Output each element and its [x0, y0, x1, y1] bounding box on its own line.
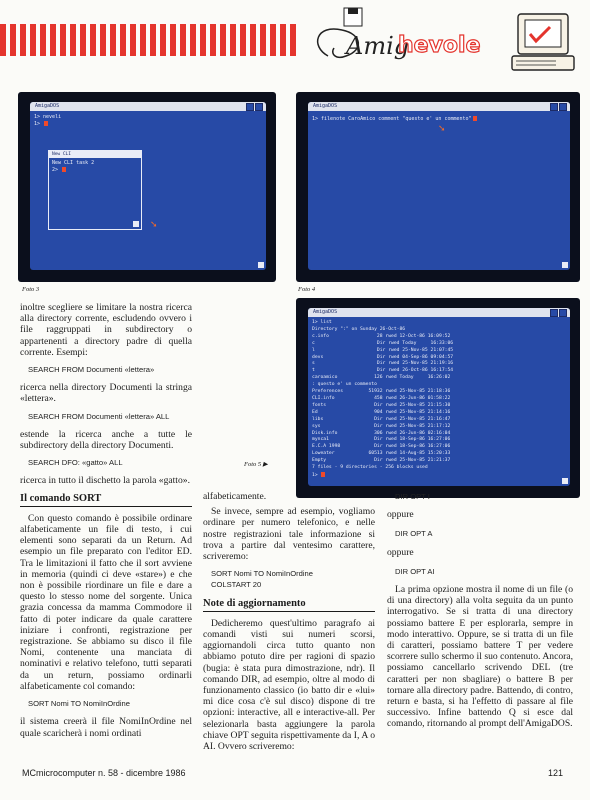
mouse-pointer-icon: ➘	[438, 124, 446, 134]
listing-line: l Dir rwed 25-Nov-85 21:07:45	[312, 347, 454, 353]
subwindow-title: New CLI	[49, 151, 141, 158]
photo-5	[296, 298, 580, 498]
cli-line: 1> filenote CaroAmico comment "questo e' un commento"	[312, 116, 477, 122]
amiga-screen	[30, 102, 266, 270]
listing-line: c.info 28 rwed 12-Oct-86 16:09:52	[312, 333, 451, 339]
depth-gadget-icon	[559, 309, 567, 317]
paragraph: Se invece, sempre ad esempio, vogliamo ordinare per numero telefonico, e nelle nostre registrazioni tale informazione si trova a partire dal ventesimo carattere, scriveremo:	[203, 506, 375, 563]
computer-icon	[512, 14, 574, 70]
header-stripes	[0, 24, 300, 56]
amiga-screen	[308, 308, 570, 486]
listing-line: 1>	[312, 472, 453, 480]
listing-line: mynca1 Dir rwed 18-Sep-86 16:27:06	[312, 437, 451, 443]
paragraph: ricerca in tutto il dischetto la parola «gatto».	[20, 475, 190, 487]
command-example: SEARCH DFO: «gatto» ALL	[28, 458, 123, 468]
listing-line: devs Dir rwed 04-Sep-86 09:04:57	[312, 354, 454, 360]
listing-line: c Dir rwed Today 16:33:06	[312, 340, 454, 346]
listing-line: Directory ":" on Sunday 26-Oct-86	[312, 326, 406, 332]
listing-line: Ed 904 rwed 25-Nov-85 21:14:16	[312, 409, 451, 415]
listing-line: Loweater 60513 rwed 14-Aug-85 15:20:33	[312, 451, 451, 457]
paragraph: inoltre scegliere se limitare la nostra ricerca alla directory corrente, escludendo ovvero i file raggruppati in subdirectory o appartenenti a directory padre di quella corrente. Esempi:	[20, 302, 192, 358]
listing-line: libs Dir rwed 25-Nov-85 21:16:47	[312, 416, 451, 422]
paragraph: Con questo comando è possibile ordinare alfabeticamente un file di testo, i cui elementi sono separati da un Return. Ad esempio un file preparato con l'editor ED. Tra le limitazioni il fatto che il sort avviene in memoria (quindi ci deve «stare») e che non è possibile riordinare un file e dare a questo lo stesso nome del sorgente. Unica grazia concessa da mamma Commodore il fatto di poter indicare da quale carattere iniziare i confronti, registrazione per registrazione. Se abbiamo su disco il file Nomi, contenente una manciata di nominativi e relativo telefono, tutti separati da un return, possiamo ordinarli alfabeticamente col comando:	[20, 512, 192, 692]
amiga-screen	[308, 102, 570, 270]
paragraph: La prima opzione mostra il nome di un file (o di una directory) alla volta seguita da un punto interrogativo. Se si tratta di una directory possiamo battere E per esplorarla, sempre in modo interattivo. Oppure, se si tratta di un file di caratteri, possiamo battere T per vedere scorrere sullo schermo il suo contenuto. Ancora, possiamo cancellarlo scrivendo DEL (tre caratteri per non sbagliare) o battere B per tornare alla directory padre. Battendo, di contro, return e basta, si ha l'effetto di passare al file successivo. Infine battendo Q si esce dal comando, ritornando al prompt dell'AmigaDOS.	[387, 584, 573, 730]
size-gadget-icon	[133, 221, 139, 227]
command-line: COLSTART 20	[211, 580, 262, 590]
photo-4	[296, 92, 580, 282]
window-title: AmigaDOS	[308, 102, 570, 111]
listing-line: fonts Dir rwed 25-Nov-85 21:15:30	[312, 402, 451, 408]
listing-line: t Dir rwed 26-Oct-86 16:17:54	[312, 368, 454, 374]
cli-line: New CLI task 2	[52, 160, 95, 166]
section-heading: Note di aggiornamento	[203, 598, 375, 612]
size-gadget-icon	[258, 262, 264, 268]
command-example	[211, 568, 375, 590]
section-heading: Il comando SORT	[20, 493, 192, 507]
caption-foto-5: Foto 5 ▶	[244, 461, 268, 468]
window-title: AmigaDOS	[30, 102, 266, 111]
svg-text:hevole: hevole	[398, 33, 481, 58]
new-cli-window	[48, 150, 142, 230]
command-example: DIR OPT A	[395, 529, 433, 539]
listing-line: sys Dir rwed 25-Nov-85 21:17:12	[312, 423, 451, 429]
svg-text:Amig: Amig	[346, 32, 410, 60]
photo-3	[18, 92, 276, 282]
listing-line: CLI.info 458 rwed 26-Jun-86 01:58:22	[312, 395, 451, 401]
listing-line: 7 files - 9 directories - 256 blocks used	[312, 465, 428, 471]
mouse-pointer-icon: ➘	[150, 220, 158, 230]
listing-line: E.C.A 1998 Dir rwed 18-Sep-86 16:27:06	[312, 444, 451, 450]
amighevole-logo	[306, 6, 586, 80]
cli-line: 1> neveli	[34, 114, 62, 120]
command-line: SORT Nomi TO NomiInOrdine	[211, 569, 313, 579]
cursor	[473, 116, 477, 121]
connector-text: oppure	[387, 546, 414, 558]
paragraph: estende la ricerca anche a tutte le subdirectory della directory Documenti.	[20, 428, 192, 452]
listing-line: s Dir rwed 25-Nov-85 21:19:16	[312, 361, 454, 367]
paragraph: Dedicheremo quest'ultimo paragrafo ai comandi visti sui numeri scorsi, aggiornandoli circa tutto quanto non abbiamo potuto dire per ragioni di spazio (bugia: è stata pura dimostrazione, ndr). Il comando DIR, ad esempio, oltre al modo di funzionamento classico (io batto dir e «lui» mi dice cosa c'è sul disco) dispone di tre opzioni: interactive, all e interactive-all. Per selezionarla basta aggiungere la parola chiave OPT seguita rispettivamente da I, A o AI. Ovvero scriveremo:	[203, 617, 375, 753]
column-1	[20, 302, 192, 743]
command-example: SEARCH FROM Documenti «lettera»	[28, 365, 155, 375]
depth-gadget-icon	[550, 103, 558, 111]
caption-foto-4: Foto 4	[298, 286, 316, 293]
cursor	[44, 121, 48, 126]
paragraph: ricerca nella directory Documenti la stringa «lettera».	[20, 382, 192, 405]
column-2	[203, 491, 375, 756]
command-example: DIR OPT AI	[395, 566, 435, 576]
floppy-disk-icon	[344, 8, 362, 26]
page-number: 121	[548, 768, 564, 778]
footer-issue: MCmicrocomputer n. 58 - dicembre 1986	[22, 768, 186, 778]
size-gadget-icon	[562, 262, 568, 268]
depth-gadget-icon	[559, 103, 567, 111]
depth-gadget-icon	[246, 103, 254, 111]
listing-line: 1> list	[312, 320, 332, 325]
command-example: SORT Nomi TO NomiInOrdine	[28, 699, 130, 709]
listing-line: : questo e' un commento	[312, 382, 377, 388]
listing-line: Preferences 51932 rwed 25-Nov-85 21:18:36	[312, 389, 451, 395]
cli-prompt: 1>	[34, 121, 48, 127]
window-title: AmigaDOS	[308, 308, 570, 317]
caption-foto-3: Foto 3	[22, 286, 40, 293]
paragraph: alfabeticamente.	[203, 491, 267, 502]
listing-line: Disk.info 306 rwed 26-Jun-86 02:16:04	[312, 430, 451, 436]
connector-text: oppure	[387, 509, 414, 521]
cli-prompt: 2>	[52, 167, 66, 173]
command-example: SEARCH FROM Documenti «lettera» ALL	[28, 411, 170, 421]
listing-line: Empty Dir rwed 25-Nov-85 21:21:37	[312, 458, 451, 464]
depth-gadget-icon	[550, 309, 558, 317]
directory-listing	[312, 320, 453, 480]
column-3	[387, 491, 573, 734]
cursor	[321, 472, 325, 477]
listing-line: caroamico 126 rwed Today 16:26:02	[312, 375, 451, 381]
paragraph: il sistema creerà il file NomiInOrdine nel quale scaricherà i nomi ordinati	[20, 716, 192, 739]
size-gadget-icon	[562, 478, 568, 484]
cursor	[62, 167, 66, 172]
depth-gadget-icon	[255, 103, 263, 111]
command-example: DIR OPT I	[395, 492, 430, 501]
